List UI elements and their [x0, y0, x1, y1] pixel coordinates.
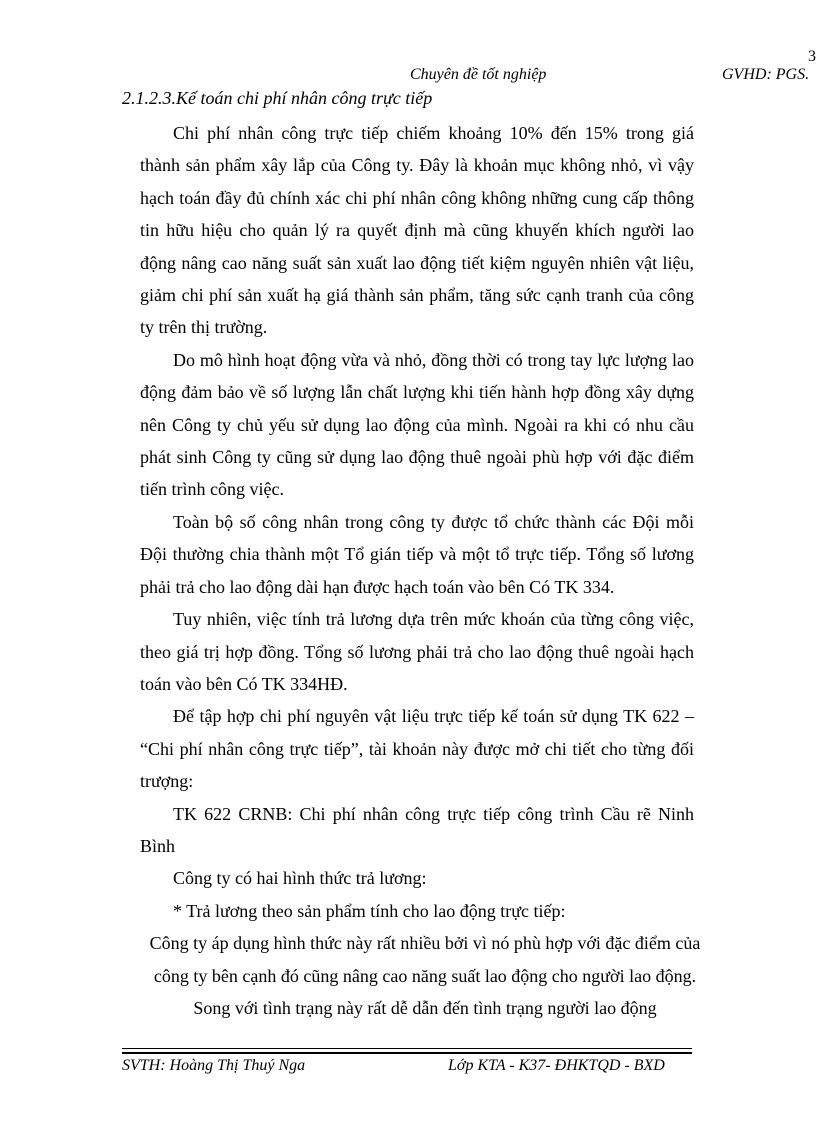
paragraph-9: Công ty áp dụng hình thức này rất nhiều bởi vì nó phù hợp với đặc điểm của công ty bên cạnh đó cũng nâng cao năng suất lao động cho người lao động. Song với tình trạng này rất dễ dẫn đến tình trạng người lao động — [149, 933, 701, 1018]
paragraph-1: Chi phí nhân công trực tiếp chiếm khoảng 10% đến 15% trong giá thành sản phẩm xây lắp của Công ty. Đây là khoản mục không nhỏ, vì vậy hạch toán đầy đủ chính xác chi phí nhân công không những cung cấp thông tin hữu hiệu cho quản lý ra quyết định mà cũng khuyến khích người lao động nâng cao năng suất sản xuất lao động tiết kiệm nguyên nhiên vật liệu, giảm chi phí sản xuất hạ giá thành sản phẩm, tăng sức cạnh tranh của công ty trên thị trường. — [140, 123, 694, 338]
paragraph-2: Do mô hình hoạt động vừa và nhỏ, đồng thời có trong tay lực lượng lao động đảm bảo về số lượng lẫn chất lượng khi tiến hành hợp đồng xây dựng nên Công ty chủ yếu sử dụng lao động của mình. Ngoài ra khi có nhu cầu phát sinh Công ty cũng sử dụng lao động thuê ngoài phù hợp với đặc điểm tiến trình công việc. — [140, 349, 694, 500]
footer-student: SVTH: Hoàng Thị Thuý Nga — [122, 1057, 306, 1074]
paragraph-7: Công ty có hai hình thức trả lương: — [173, 868, 427, 889]
header-title: Chuyên đề tốt nghiệp — [410, 66, 547, 83]
footer-divider-thick — [122, 1052, 692, 1054]
footer-divider — [122, 1048, 692, 1049]
section-heading: 2.1.2.3.Kế toán chi phí nhân công trực tiếp — [122, 88, 433, 108]
paragraph-3: Toàn bộ số công nhân trong công ty được tổ chức thành các Đội mỗi Đội thường chia thành một Tổ gián tiếp và một tổ trực tiếp. Tổng số lương phải trả cho lao động dài hạn được hạch toán vào bên Có TK 334. — [140, 511, 694, 597]
footer-class: Lớp KTA - K37- ĐHKTQD - BXD — [448, 1057, 665, 1074]
document-body — [140, 117, 701, 1024]
page-number: 3 — [808, 48, 816, 65]
header-supervisor: GVHD: PGS. — [722, 66, 810, 83]
paragraph-8: * Trả lương theo sản phẩm tính cho lao động trực tiếp: — [173, 900, 566, 921]
paragraph-5: Để tập hợp chi phí nguyên vật liệu trực tiếp kế toán sử dụng TK 622 – “Chi phí nhân công trực tiếp”, tài khoản này được mở chi tiết cho từng đối trượng: — [140, 706, 694, 792]
paragraph-4: Tuy nhiên, việc tính trả lương dựa trên mức khoán của từng công việc, theo giá trị hợp đồng. Tổng số lương phải trả cho lao động thuê ngoài hạch toán vào bên Có TK 334HĐ. — [140, 609, 694, 694]
paragraph-6: TK 622 CRNB: Chi phí nhân công trực tiếp công trình Cầu rẽ Ninh Bình — [140, 803, 694, 856]
